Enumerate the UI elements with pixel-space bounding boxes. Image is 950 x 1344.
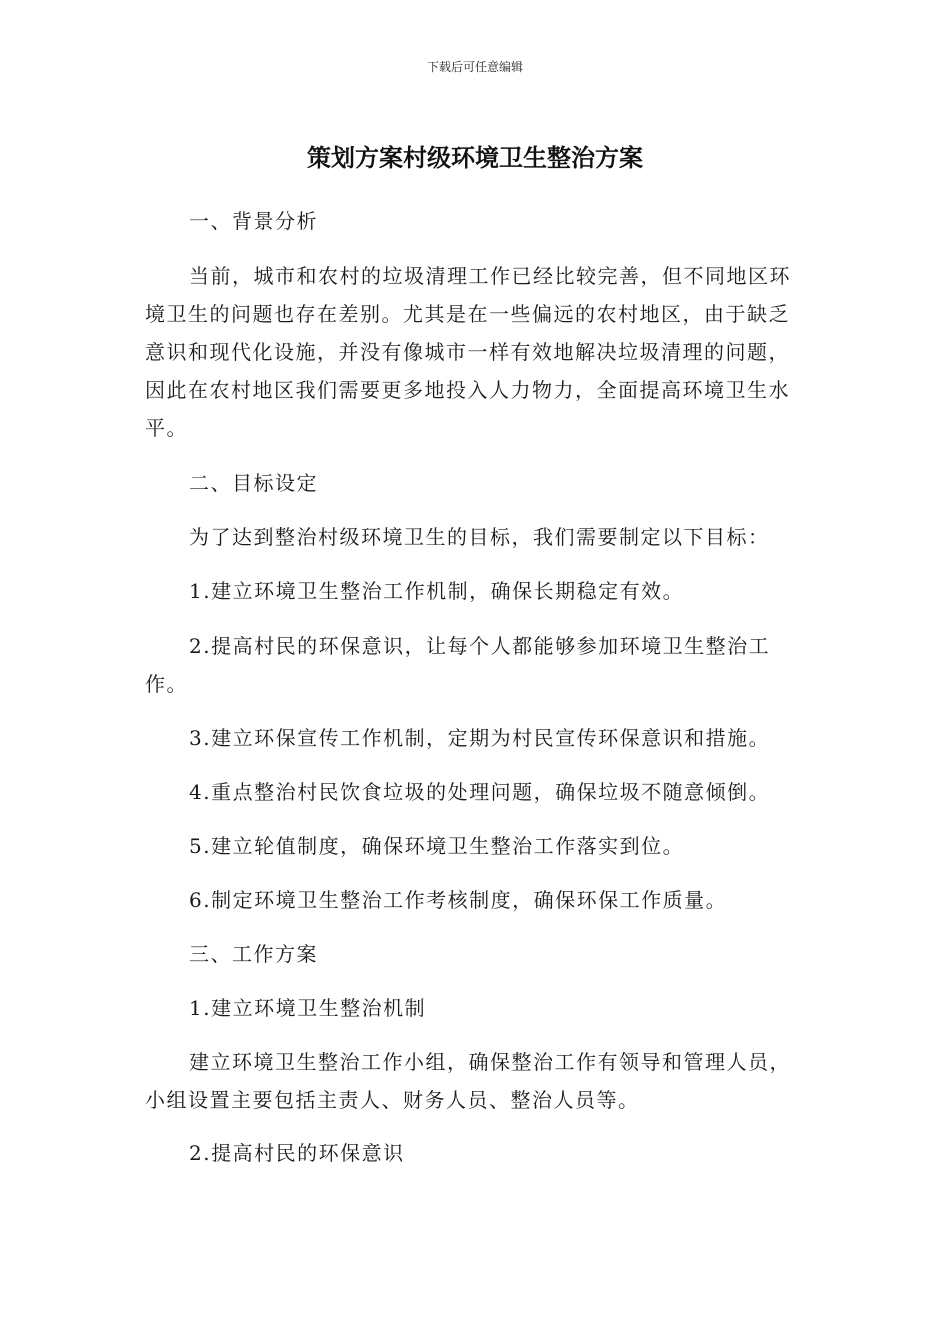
- section-heading-goals: 二、目标设定: [189, 471, 318, 495]
- goals-intro: 为了达到整治村级环境卫生的目标，我们需要制定以下目标：: [189, 525, 770, 549]
- document-title: 策划方案村级环境卫生整治方案: [307, 144, 643, 172]
- goal-item: 6.制定环境卫生整治工作考核制度，确保环保工作质量。: [189, 888, 728, 912]
- goal-item: 1.建立环境卫生整治工作机制，确保长期稳定有效。: [189, 579, 685, 603]
- plan-item-heading: 2.提高村民的环保意识: [189, 1141, 405, 1165]
- goal-item: 2.提高村民的环保意识，让每个人都能够参加环境卫生整治工作。: [145, 634, 771, 696]
- background-paragraph: 当前，城市和农村的垃圾清理工作已经比较完善，但不同地区环境卫生的问题也存在差别。尤其是在一些偏远的农村地区，由于缺乏意识和现代化设施，并没有像城市一样有效地解决垃圾清理的问题，因此在农村地区我们需要更多地投入人力物力，全面提高环境卫生水平。: [145, 264, 791, 440]
- page-header: 下载后可任意编辑: [426, 60, 523, 74]
- section-heading-plan: 三、工作方案: [189, 942, 318, 966]
- goal-item: 4.重点整治村民饮食垃圾的处理问题，确保垃圾不随意倾倒。: [189, 780, 771, 804]
- section-heading-background: 一、背景分析: [189, 209, 318, 233]
- goal-item: 3.建立环保宣传工作机制，定期为村民宣传环保意识和措施。: [189, 726, 771, 750]
- goal-item: 5.建立轮值制度，确保环境卫生整治工作落实到位。: [189, 834, 685, 858]
- plan-item-heading: 1.建立环境卫生整治机制: [189, 996, 427, 1020]
- plan-item-paragraph: 建立环境卫生整治工作小组，确保整治工作有领导和管理人员，小组设置主要包括主责人、财务人员、整治人员等。: [145, 1050, 791, 1112]
